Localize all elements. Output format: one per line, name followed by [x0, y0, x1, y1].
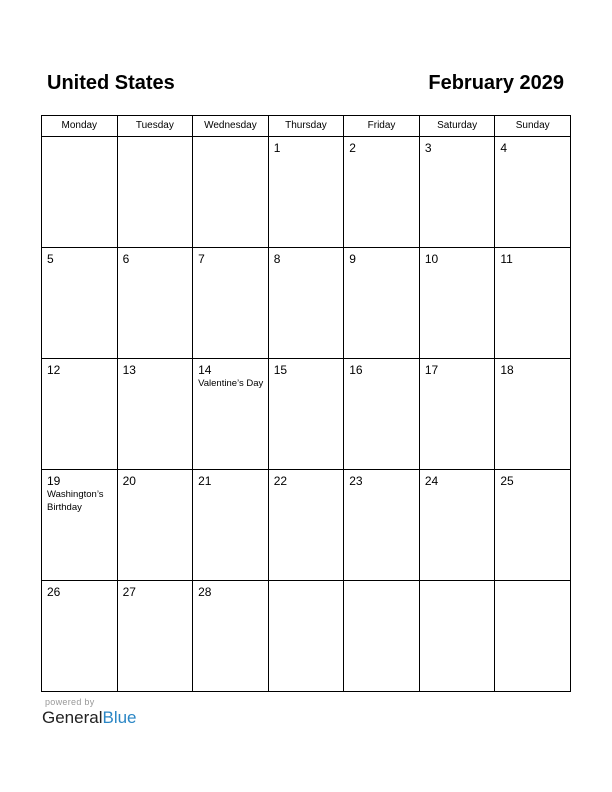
day-number: 7: [198, 252, 205, 266]
day-number: 22: [273, 474, 288, 488]
weekday-header-row: [42, 116, 571, 137]
day-number: 2: [349, 141, 356, 155]
weekday-header: Sunday: [495, 116, 571, 137]
day-number: 15: [273, 363, 288, 377]
day-number: [420, 581, 495, 585]
day-cell: [344, 137, 420, 248]
week-row: [42, 470, 571, 581]
day-cell: [42, 248, 118, 359]
day-cell: [117, 248, 193, 359]
day-number: 3: [424, 141, 432, 155]
day-cell: [268, 359, 344, 470]
day-number: 23: [349, 474, 363, 488]
weekday-header: Friday: [344, 116, 420, 137]
weekday-header: Wednesday: [193, 116, 269, 137]
day-cell: [344, 470, 420, 581]
day-number: [118, 137, 193, 141]
day-number: 10: [424, 252, 439, 266]
day-cell: [495, 137, 571, 248]
day-number: [344, 581, 419, 585]
day-number: 19: [47, 474, 61, 488]
day-number: 9: [349, 252, 356, 266]
weekday-header: Monday: [42, 116, 118, 137]
weekday-header: Thursday: [268, 116, 344, 137]
brand-blue-text: Blue: [102, 708, 137, 727]
day-number: 5: [47, 252, 54, 266]
day-cell: [193, 137, 269, 248]
day-number: 1: [273, 141, 281, 155]
day-cell: [42, 470, 118, 581]
day-number: 24: [424, 474, 439, 488]
day-cell: [117, 470, 193, 581]
day-cell: [193, 581, 269, 692]
powered-by-label: powered by: [45, 697, 95, 707]
day-cell: [193, 470, 269, 581]
calendar-grid: [41, 115, 571, 689]
day-cell: [268, 581, 344, 692]
day-number: 21: [198, 474, 212, 488]
day-number: 4: [500, 141, 508, 155]
day-number: 16: [349, 363, 363, 377]
day-number: 17: [424, 363, 439, 377]
day-number: 12: [47, 363, 61, 377]
day-cell: [495, 359, 571, 470]
day-number: 25: [500, 474, 514, 488]
brand-general-text: General: [42, 708, 103, 727]
day-number: 14: [198, 363, 212, 377]
week-row: [42, 248, 571, 359]
day-number: 6: [122, 252, 130, 266]
day-cell: [117, 137, 193, 248]
month-year-title: February 2029: [428, 72, 564, 94]
week-row: [42, 359, 571, 470]
day-number: 20: [122, 474, 136, 488]
day-number: 8: [273, 252, 281, 266]
week-row: [42, 581, 571, 692]
day-cell: [419, 470, 495, 581]
day-cell: [495, 581, 571, 692]
generalblue-logo[interactable]: [42, 708, 137, 728]
day-cell: [268, 470, 344, 581]
day-cell: [495, 470, 571, 581]
day-cell: [268, 248, 344, 359]
day-cell: [419, 137, 495, 248]
day-cell: [419, 248, 495, 359]
day-number: 28: [198, 585, 212, 599]
day-cell: [193, 248, 269, 359]
day-cell: [193, 359, 269, 470]
weekday-header: Saturday: [419, 116, 495, 137]
country-title: United States: [47, 72, 175, 94]
day-number: 26: [47, 585, 61, 599]
day-cell: [117, 359, 193, 470]
day-cell: [344, 248, 420, 359]
day-number: 13: [122, 363, 136, 377]
day-cell: [42, 137, 118, 248]
day-cell: [495, 248, 571, 359]
day-cell: [42, 359, 118, 470]
day-number: 18: [500, 363, 514, 377]
day-cell: [42, 581, 118, 692]
day-number: [193, 137, 268, 141]
weekday-header: Tuesday: [117, 116, 193, 137]
day-number: 27: [122, 585, 136, 599]
day-cell: [419, 359, 495, 470]
holiday-label: Washington’s Birthday: [47, 489, 104, 513]
day-number: [495, 581, 570, 585]
day-cell: [419, 581, 495, 692]
day-number: [42, 137, 117, 141]
day-cell: [344, 359, 420, 470]
holiday-label: Valentine’s Day: [198, 378, 264, 389]
day-number: 11: [500, 252, 513, 266]
day-cell: [344, 581, 420, 692]
day-number: [269, 581, 344, 585]
day-cell: [268, 137, 344, 248]
week-row: [42, 137, 571, 248]
day-cell: [117, 581, 193, 692]
